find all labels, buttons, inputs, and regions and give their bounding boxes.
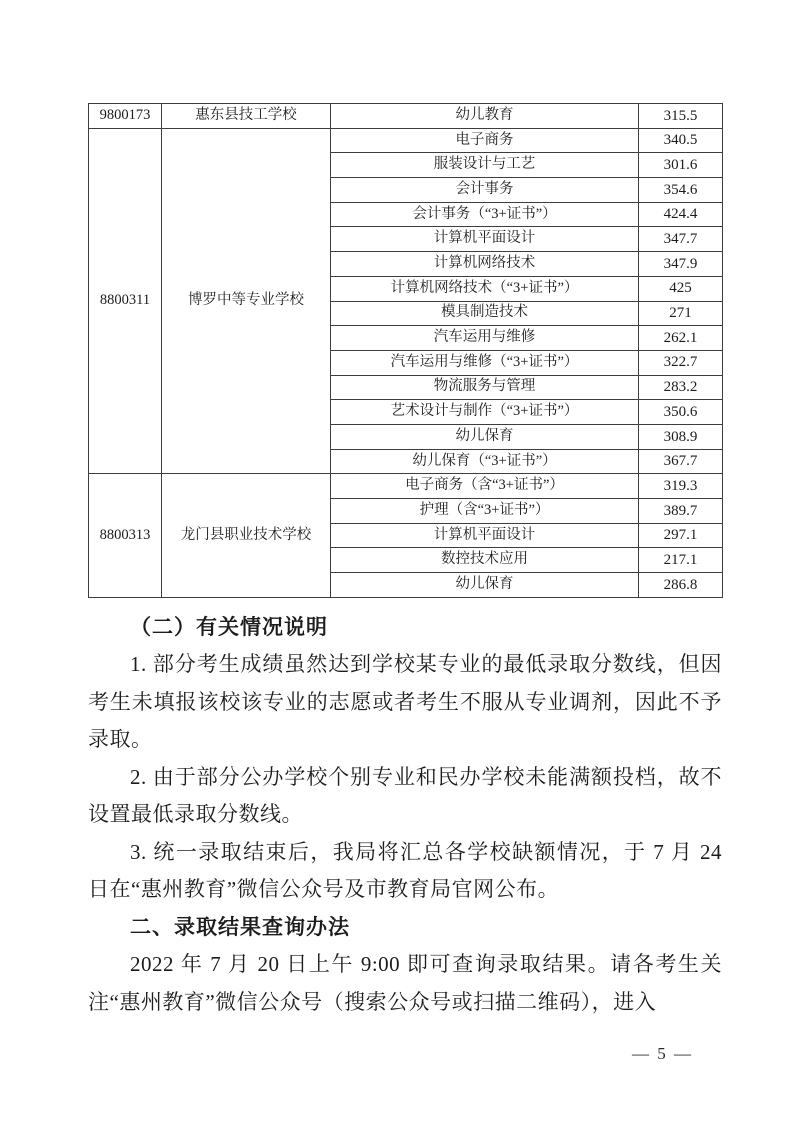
major-name-cell: 艺术设计与制作（“3+证书”） — [331, 400, 639, 425]
page-number: — 5 — — [632, 1044, 693, 1063]
score-cell: 283.2 — [639, 375, 723, 400]
score-cell: 315.5 — [639, 104, 723, 129]
major-name-cell: 计算机网络技术（“3+证书”） — [331, 276, 639, 301]
score-cell: 301.6 — [639, 153, 723, 178]
major-name-cell: 护理（含“3+证书”） — [331, 499, 639, 524]
table-row — [89, 104, 723, 129]
major-name-cell: 模具制造技术 — [331, 301, 639, 326]
school-name-cell: 惠东县技工学校 — [162, 104, 331, 129]
score-cell: 340.5 — [639, 128, 723, 153]
major-name-cell: 幼儿保育 — [331, 424, 639, 449]
section2-paragraph: 2022 年 7 月 20 日上午 9:00 即可查询录取结果。请各考生关注“惠州教育”微信公众号（搜索公众号或扫描二维码），进入 — [88, 952, 722, 1014]
score-cell: 217.1 — [639, 548, 723, 573]
section2-heading: 二、录取结果查询办法 — [130, 915, 350, 939]
score-cell: 389.7 — [639, 499, 723, 524]
page-content — [88, 103, 722, 1021]
score-cell: 347.7 — [639, 227, 723, 252]
score-cell: 322.7 — [639, 350, 723, 375]
note-paragraph-1: 1. 部分考生成绩虽然达到学校某专业的最低录取分数线，但因考生未填报该校该专业的志愿或者考生不服从专业调剂，因此不予录取。 — [88, 652, 722, 752]
major-name-cell: 会计事务（“3+证书”） — [331, 202, 639, 227]
major-name-cell: 服装设计与工艺 — [331, 153, 639, 178]
major-name-cell: 物流服务与管理 — [331, 375, 639, 400]
school-name-cell: 博罗中等专业学校 — [162, 128, 331, 474]
score-cell: 367.7 — [639, 449, 723, 474]
school-code-cell: 9800173 — [89, 104, 162, 129]
school-code-cell: 8800313 — [89, 474, 162, 597]
admission-scores-table-body — [89, 104, 723, 598]
score-cell: 354.6 — [639, 178, 723, 203]
major-name-cell: 计算机网络技术 — [331, 252, 639, 277]
school-name-cell: 龙门县职业技术学校 — [162, 474, 331, 597]
score-cell: 347.9 — [639, 252, 723, 277]
score-cell: 319.3 — [639, 474, 723, 499]
major-name-cell: 汽车运用与维修 — [331, 326, 639, 351]
major-name-cell: 幼儿保育 — [331, 573, 639, 598]
score-cell: 425 — [639, 276, 723, 301]
table-row — [89, 128, 723, 153]
notes-heading: （二）有关情况说明 — [130, 614, 328, 639]
score-cell: 424.4 — [639, 202, 723, 227]
major-name-cell: 电子商务（含“3+证书”） — [331, 474, 639, 499]
table-row — [89, 474, 723, 499]
score-cell: 271 — [639, 301, 723, 326]
major-name-cell: 数控技术应用 — [331, 548, 639, 573]
score-cell: 286.8 — [639, 573, 723, 598]
admission-scores-table — [88, 103, 723, 598]
score-cell: 262.1 — [639, 326, 723, 351]
major-name-cell: 计算机平面设计 — [331, 523, 639, 548]
score-cell: 297.1 — [639, 523, 723, 548]
note-paragraph-2: 2. 由于部分公办学校个别专业和民办学校未能满额投档，故不设置最低录取分数线。 — [88, 764, 722, 827]
major-name-cell: 幼儿教育 — [331, 104, 639, 129]
score-cell: 308.9 — [639, 424, 723, 449]
major-name-cell: 计算机平面设计 — [331, 227, 639, 252]
major-name-cell: 会计事务 — [331, 178, 639, 203]
school-code-cell: 8800311 — [89, 128, 162, 474]
note-paragraph-3: 3. 统一录取结束后，我局将汇总各学校缺额情况，于 7 月 24 日在“惠州教育”微信公众号及市教育局官网公布。 — [88, 839, 722, 902]
major-name-cell: 汽车运用与维修（“3+证书”） — [331, 350, 639, 375]
major-name-cell: 电子商务 — [331, 128, 639, 153]
score-cell: 350.6 — [639, 400, 723, 425]
major-name-cell: 幼儿保育（“3+证书”） — [331, 449, 639, 474]
